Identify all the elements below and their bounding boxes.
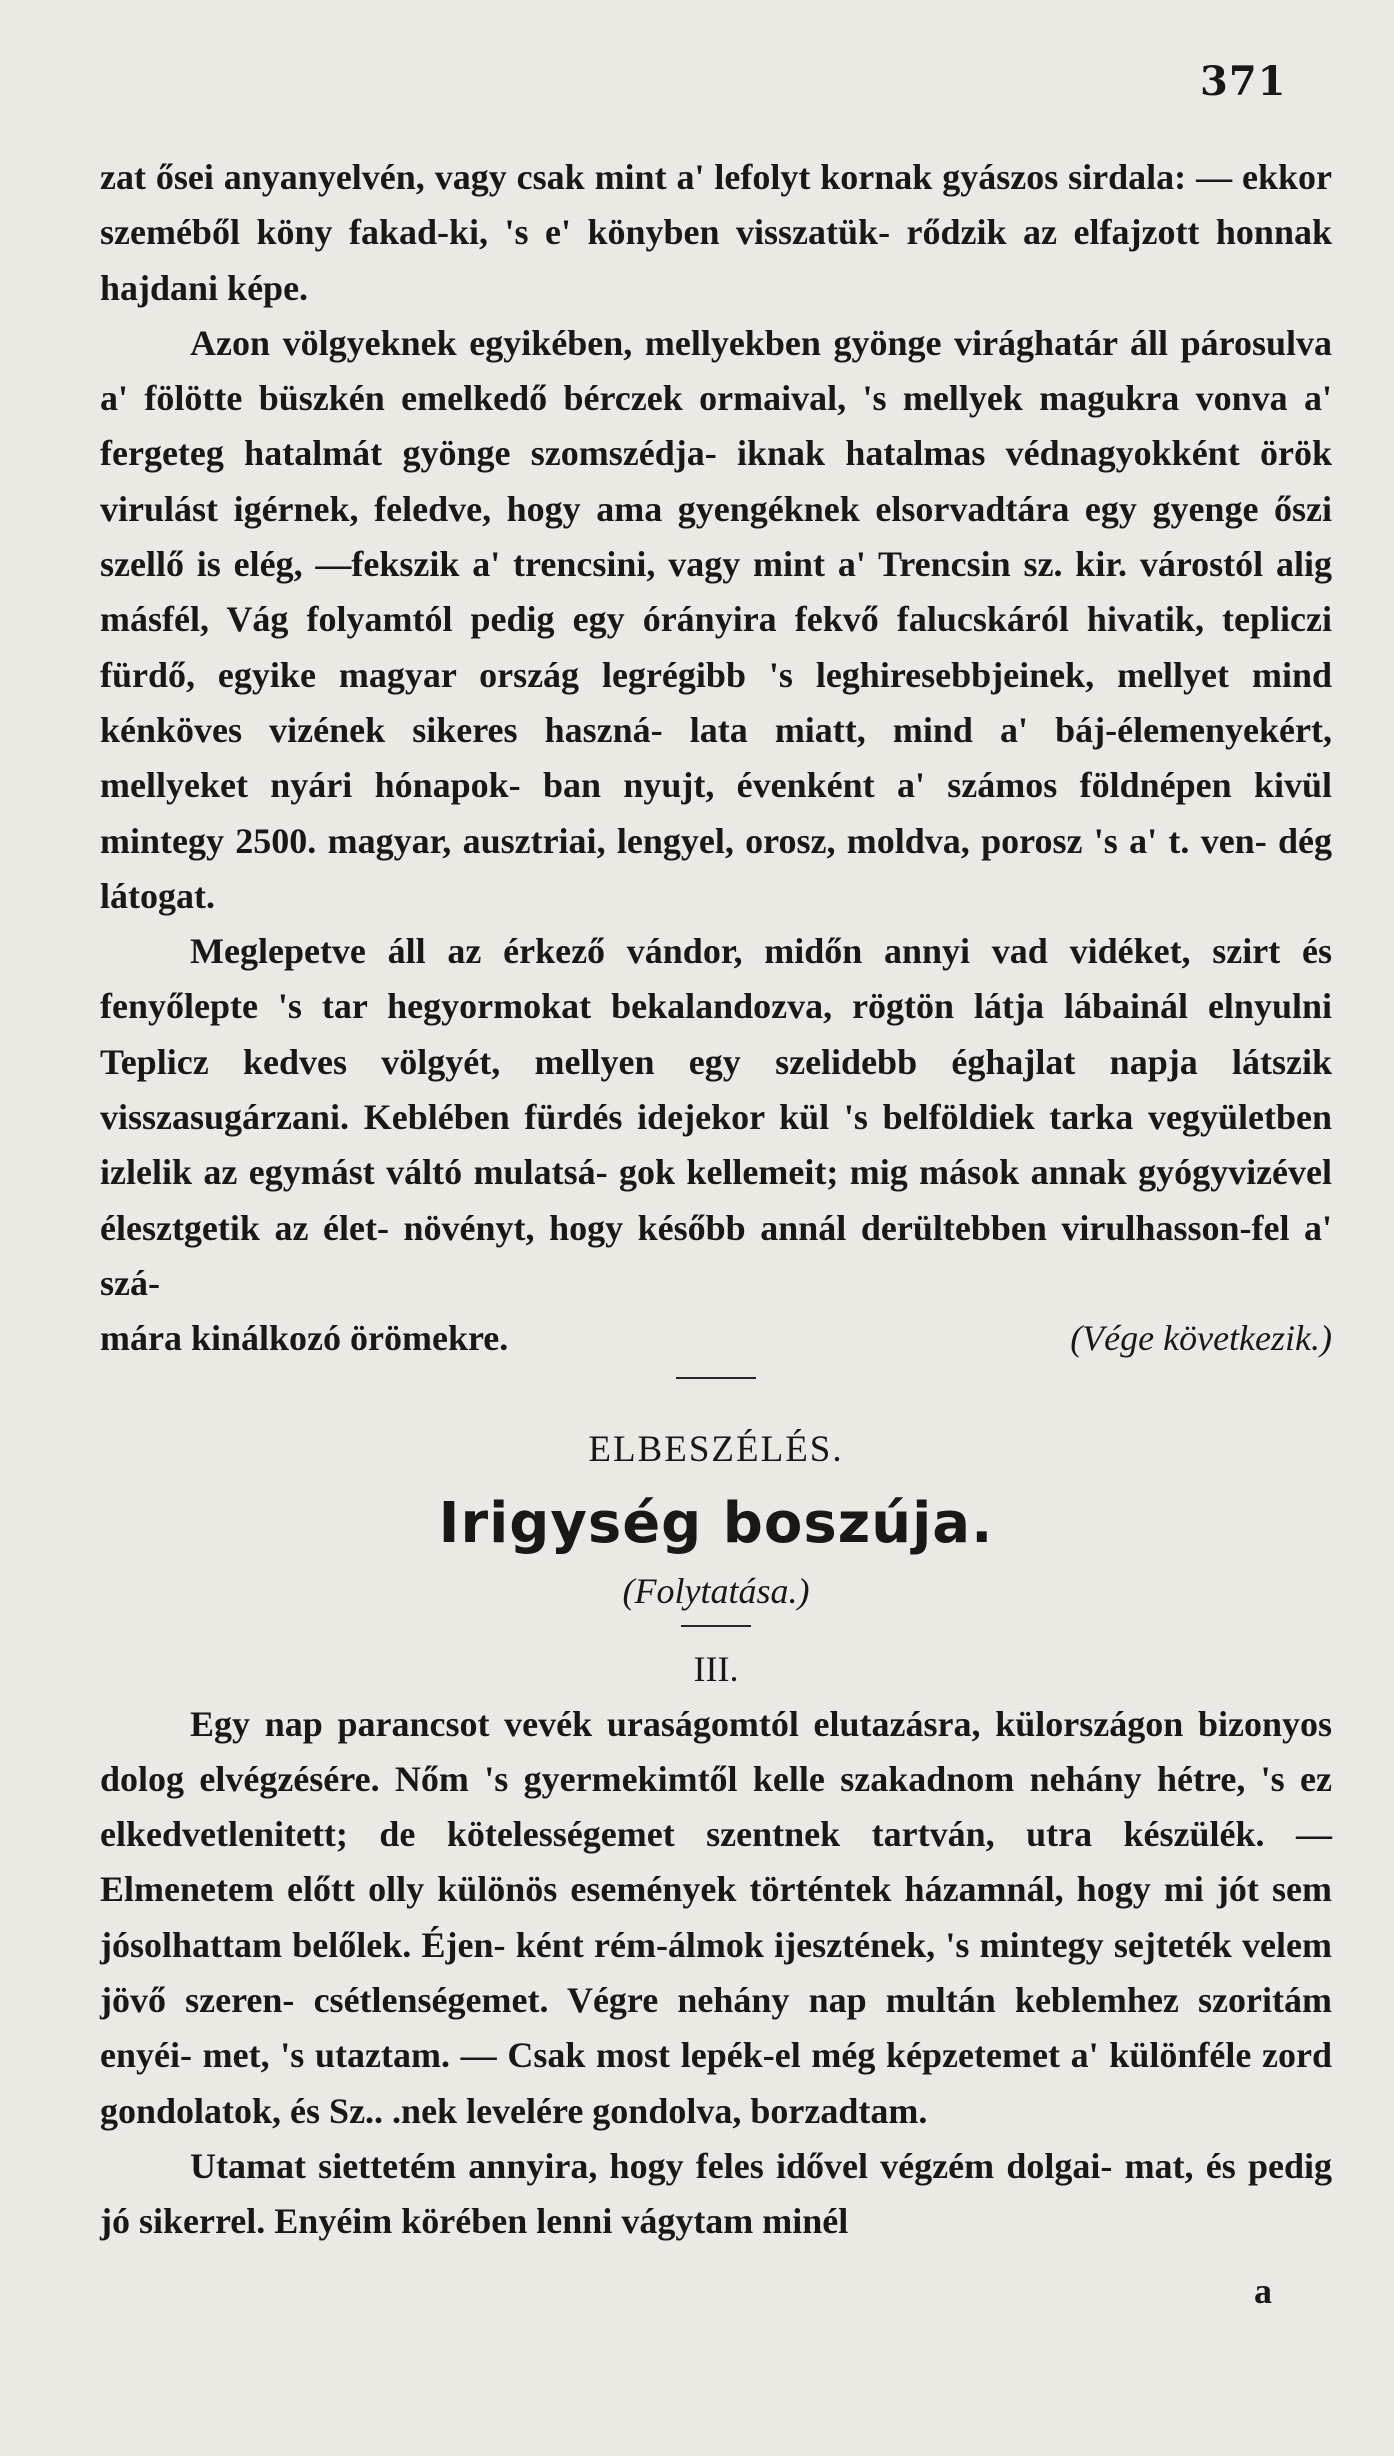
story-subtitle: (Folytatása.) xyxy=(622,1570,810,1611)
catchword: a xyxy=(1254,2270,1272,2311)
text-line: iknak hatalmas védnagyokként örök virulást igérnek, feledve, xyxy=(100,433,1332,529)
story-title: Irigység boszúja. xyxy=(438,1490,994,1556)
text-line: nehány hétre, 's ez elkedvetlenitett; de kötelességemet szentnek xyxy=(100,1758,1332,1855)
continuation-note: (Vége következik.) xyxy=(1070,1318,1332,1359)
page-number: 371 xyxy=(1200,58,1287,105)
text-line: zord gondolatok, és Sz.. .nek levelére gondolva, borzadtam. xyxy=(100,2035,1332,2131)
text-line: mára kinálkozó örömekre. xyxy=(100,1318,509,1359)
text-line: —fekszik a' trencsini, vagy mint a' Trencsin sz. kir. várostól xyxy=(315,544,1276,585)
text-line: met, 's utaztam. — Csak most lepék-el még képzetemet a' különféle xyxy=(202,2035,1263,2076)
text-line: alig másfél, Vág folyamtól pedig egy órányira fekvő falucskáról xyxy=(100,544,1332,640)
text-line: lábainál elnyulni Teplicz kedves völgyét, mellyen egy szelidebb xyxy=(100,986,1332,1082)
chapter-number: III. xyxy=(693,1648,739,1689)
paragraph-1 xyxy=(100,150,1332,316)
text-line: szirt és fenyőlepte 's tar hegyormokat bekalandozva, rögtön látja xyxy=(100,931,1332,1027)
text-line: ban nyujt, évenként a' számos földnépen kivül mintegy 2500. xyxy=(100,765,1332,861)
text-line: mellyek magukra vonva a' fergeteg hatalmát gyönge szomszédja- xyxy=(100,378,1332,474)
text-line: gok kellemeit; mig mások annak gyógyvizével élesztgetik az élet- xyxy=(100,1152,1333,1248)
text-line: rődzik az elfajzott honnak hajdani képe. xyxy=(100,212,1332,308)
text-line: tartván, utra készülék. — Elmenetem előtt olly különös események xyxy=(100,1814,1332,1910)
text-line: éghajlat napja látszik visszasugárzani. Keblében fürdés idejekor xyxy=(100,1041,1332,1138)
text-line: történtek házamnál, hogy mi jót sem jósolhattam belőlek. Éjen- xyxy=(100,1869,1332,1965)
text-line: növényt, hogy később annál derültebben virulhasson-fel a' szá- xyxy=(100,1207,1333,1303)
text-line: kül 's belföldiek tarka vegyületben izlelik az egymást váltó mulatsá- xyxy=(100,1097,1332,1193)
text-line: Egy nap parancsot vevék uraságomtól elutazásra, külországon xyxy=(190,1703,1198,1744)
paragraph-4 xyxy=(100,1697,1332,2139)
section-heading: ELBESZÉLÉS. xyxy=(588,1428,844,1470)
text-line: sirdala: — ekkor szeméből köny fakad-ki, 's e' könyben visszatük- xyxy=(100,157,1332,253)
text-line: áll párosulva a' fölötte büszkén emelkedő bérczek ormaival, 's xyxy=(100,322,1332,419)
section-divider xyxy=(676,1377,756,1379)
paragraph-2 xyxy=(100,316,1332,924)
text-line: Meglepetve áll az érkező vándor, midőn annyi vad vidéket, xyxy=(190,931,1213,972)
text-line: hogy ama gyengéknek elsorvadtára egy gyenge őszi szellő is elég, xyxy=(100,488,1332,585)
text-line: hivatik, tepliczi fürdő, egyike magyar ország legrégibb 's xyxy=(100,599,1332,695)
text-line: ként rém-álmok ijesztének, 's mintegy sejteték velem jövő szeren- xyxy=(100,1924,1332,2021)
chapter-divider xyxy=(681,1625,751,1627)
text-line: magyar, ausztriai, lengyel, orosz, moldva, porosz 's a' t. ven- xyxy=(327,820,1279,861)
text-line: lata miatt, mind a' báj-élemenyekért, mellyeket nyári hónapok- xyxy=(100,709,1332,806)
text-line: csétlenségemet. Végre nehány nap multán keblemhez szoritám enyéi- xyxy=(100,1980,1332,2076)
text-line: dég látogat. xyxy=(100,820,1333,916)
text-line: Utamat siettetém annyira, hogy feles idővel végzém dolgai- xyxy=(190,2145,1125,2186)
text-line: zat ősei anyanyelvén, vagy csak mint a' lefolyt kornak gyászos xyxy=(100,157,1069,197)
paragraph-3 xyxy=(100,924,1332,1311)
text-line: Azon völgyeknek egyikében, mellyekben gyönge virághatár xyxy=(190,322,1130,363)
text-line: bizonyos dolog elvégzésére. Nőm 's gyermekimtől kelle szakadnom xyxy=(100,1703,1332,1799)
text-line: leghiresebbjeinek, mellyet mind kénköves vizének sikeres haszná- xyxy=(100,654,1332,750)
paragraph-3-final-line xyxy=(100,1311,1332,1366)
paragraph-5 xyxy=(100,2139,1332,2250)
text-line: mat, és pedig jó sikerrel. Enyéim körében lenni vágytam minél xyxy=(100,2145,1332,2242)
page-body xyxy=(100,150,1332,2319)
